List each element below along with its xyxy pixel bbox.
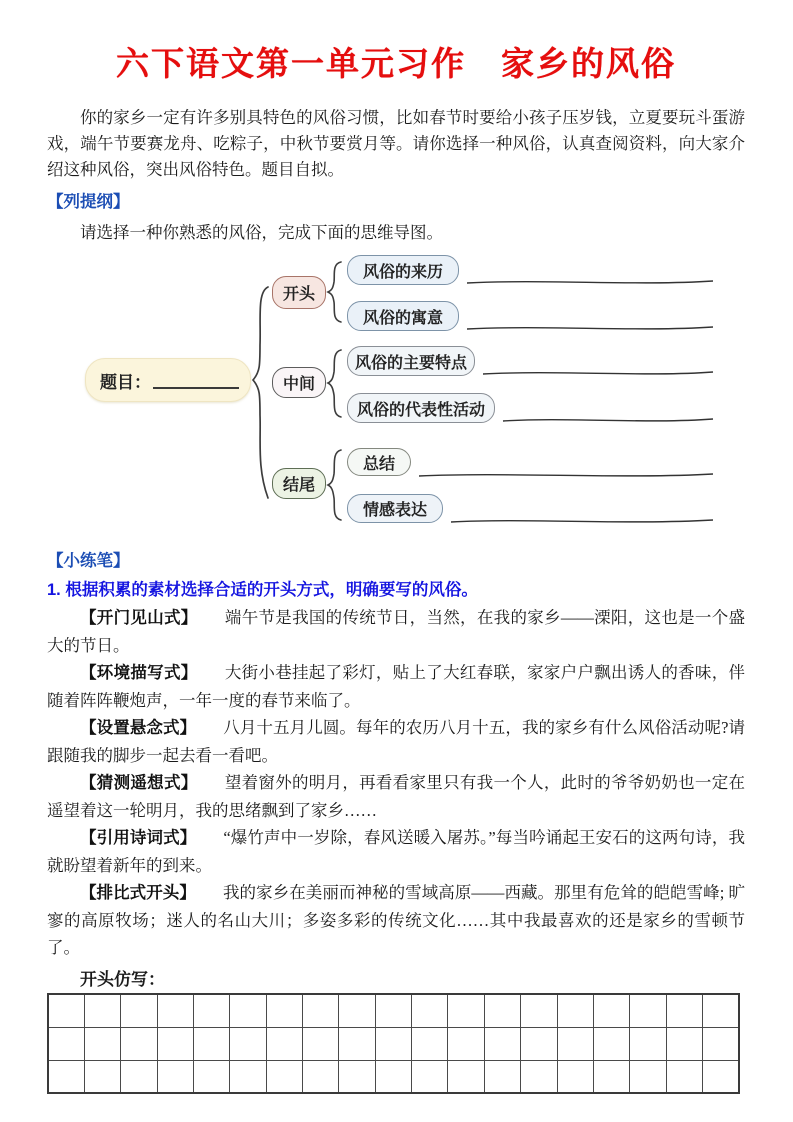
section-header-outline: 【列提纲】	[47, 193, 130, 211]
blank-line[interactable]	[467, 327, 713, 329]
grid-cell[interactable]	[702, 1027, 739, 1060]
leaf-node-activities: 风俗的代表性活动	[347, 393, 495, 423]
grid-cell[interactable]	[303, 1027, 339, 1060]
branch-node-ending: 结尾	[272, 468, 326, 499]
grid-cell[interactable]	[121, 1027, 157, 1060]
blank-line[interactable]	[467, 281, 713, 283]
grid-cell[interactable]	[230, 1027, 266, 1060]
brace-opening	[328, 262, 341, 322]
grid-cell[interactable]	[303, 994, 339, 1027]
grid-cell[interactable]	[48, 1027, 84, 1060]
grid-cell[interactable]	[448, 1027, 484, 1060]
grid-cell[interactable]	[593, 994, 629, 1027]
grid-cell[interactable]	[412, 1027, 448, 1060]
grid-cell[interactable]	[521, 1027, 557, 1060]
style-label: 【设置悬念式】	[80, 719, 197, 737]
brace-middle	[328, 350, 341, 417]
grid-cell[interactable]	[266, 994, 302, 1027]
leaf-node-origin: 风俗的来历	[347, 255, 459, 285]
copywork-grid	[47, 993, 740, 1094]
style-label: 【开门见山式】	[80, 609, 198, 627]
leaf-node-meaning: 风俗的寓意	[347, 301, 459, 331]
grid-cell[interactable]	[266, 1060, 302, 1093]
style-label: 【排比式开头】	[80, 884, 196, 902]
grid-cell[interactable]	[375, 1027, 411, 1060]
grid-cell[interactable]	[484, 1060, 520, 1093]
grid-cell[interactable]	[157, 1060, 193, 1093]
root-label: 题目：	[100, 372, 151, 392]
style-text: 端午节是我国的传统节日，当然，在我的家乡——溧阳，这也是一个盛大的节日。	[47, 608, 746, 655]
grid-cell[interactable]	[702, 1060, 739, 1093]
grid-cell[interactable]	[593, 1027, 629, 1060]
style-text: 望着窗外的明月，再看看家里只有我一个人，此时的爷爷奶奶也一定在遥望着这一轮明月，我的思绪飘到了家乡……	[47, 773, 746, 820]
practice-task: 1. 根据积累的素材选择合适的开头方式，明确要写的风俗。	[47, 581, 478, 599]
grid-cell[interactable]	[557, 1060, 593, 1093]
brace-ending	[328, 450, 341, 520]
grid-cell[interactable]	[230, 1060, 266, 1093]
grid-cell[interactable]	[448, 1060, 484, 1093]
grid-row	[48, 1027, 739, 1060]
grid-cell[interactable]	[557, 994, 593, 1027]
grid-cell[interactable]	[521, 994, 557, 1027]
mindmap	[47, 250, 745, 542]
grid-cell[interactable]	[230, 994, 266, 1027]
grid-cell[interactable]	[48, 994, 84, 1027]
style-text: “爆竹声中一岁除，春风送暖入屠苏。”每当吟诵起王安石的这两句诗，我就盼望着新年的到来。	[47, 828, 745, 875]
style-label: 【环境描写式】	[80, 664, 198, 682]
style-text: 我的家乡在美丽而神秘的雪域高原——西藏。那里有危耸的皑皑雪峰; 旷寥的高原牧场；迷人的名山大川；多姿多彩的传统文化……其中我最喜欢的还是家乡的雪顿节了。	[47, 883, 745, 957]
leaf-node-emotion: 情感表达	[347, 494, 443, 523]
grid-cell[interactable]	[84, 1027, 120, 1060]
grid-cell[interactable]	[375, 1060, 411, 1093]
blank-line[interactable]	[451, 520, 713, 522]
grid-cell[interactable]	[339, 1060, 375, 1093]
grid-cell[interactable]	[157, 994, 193, 1027]
grid-cell[interactable]	[48, 1060, 84, 1093]
grid-cell[interactable]	[630, 1060, 666, 1093]
blank-line[interactable]	[419, 474, 713, 476]
grid-cell[interactable]	[484, 994, 520, 1027]
grid-cell[interactable]	[121, 1060, 157, 1093]
brace-main	[253, 287, 268, 498]
grid-cell[interactable]	[412, 994, 448, 1027]
style-paragraph	[47, 879, 745, 961]
grid-cell[interactable]	[557, 1027, 593, 1060]
grid-cell[interactable]	[593, 1060, 629, 1093]
grid-cell[interactable]	[84, 1060, 120, 1093]
branch-node-middle: 中间	[272, 367, 326, 398]
grid-cell[interactable]	[448, 994, 484, 1027]
grid-row	[48, 1060, 739, 1093]
grid-cell[interactable]	[630, 1027, 666, 1060]
grid-cell[interactable]	[375, 994, 411, 1027]
grid-cell[interactable]	[193, 1027, 229, 1060]
intro-paragraph: 你的家乡一定有许多别具特色的风俗习惯，比如春节时要给小孩子压岁钱，立夏要玩斗蛋游戏，端午节要赛龙舟、吃粽子，中秋节要赏月等。请你选择一种风俗，认真查阅资料，向大家介绍这种风俗，突出风俗特色。题目自拟。	[47, 108, 745, 179]
outline-instruction: 请选择一种你熟悉的风俗，完成下面的思维导图。	[80, 223, 443, 242]
grid-cell[interactable]	[630, 994, 666, 1027]
grid-cell[interactable]	[412, 1060, 448, 1093]
grid-cell[interactable]	[666, 994, 702, 1027]
grid-cell[interactable]	[339, 994, 375, 1027]
grid-cell[interactable]	[157, 1027, 193, 1060]
style-paragraph	[47, 659, 745, 714]
grid-cell[interactable]	[666, 1060, 702, 1093]
mindmap-root	[85, 358, 251, 402]
copywork-label: 开头仿写：	[80, 970, 165, 989]
style-paragraph	[47, 604, 745, 659]
grid-cell[interactable]	[521, 1060, 557, 1093]
grid-cell[interactable]	[484, 1027, 520, 1060]
style-paragraph	[47, 714, 745, 769]
grid-cell[interactable]	[193, 1060, 229, 1093]
grid-cell[interactable]	[303, 1060, 339, 1093]
style-paragraph	[47, 769, 745, 824]
style-text: 八月十五月儿圆。每年的农历八月十五，我的家乡有什么风俗活动呢?请跟随我的脚步一起去看一看吧。	[47, 718, 746, 765]
leaf-node-features: 风俗的主要特点	[347, 346, 475, 376]
style-text: 大街小巷挂起了彩灯，贴上了大红春联，家家户户飘出诱人的香味，伴随着阵阵鞭炮声，一年一度的春节来临了。	[47, 663, 746, 710]
grid-cell[interactable]	[193, 994, 229, 1027]
title-blank-line[interactable]	[153, 371, 239, 389]
style-label: 【猜测遥想式】	[80, 774, 198, 792]
grid-cell[interactable]	[266, 1027, 302, 1060]
section-header-practice: 【小练笔】	[47, 552, 130, 570]
blank-line[interactable]	[483, 372, 713, 374]
branch-node-opening: 开头	[272, 276, 326, 309]
grid-cell[interactable]	[84, 994, 120, 1027]
grid-cell[interactable]	[339, 1027, 375, 1060]
style-label: 【引用诗词式】	[80, 829, 197, 847]
blank-line[interactable]	[503, 419, 713, 421]
grid-cell[interactable]	[702, 994, 739, 1027]
page-title: 六下语文第一单元习作 家乡的风俗	[116, 47, 676, 83]
leaf-node-summary: 总结	[347, 448, 411, 476]
style-paragraph	[47, 824, 745, 879]
grid-cell[interactable]	[121, 994, 157, 1027]
grid-cell[interactable]	[666, 1027, 702, 1060]
grid-row	[48, 994, 739, 1027]
